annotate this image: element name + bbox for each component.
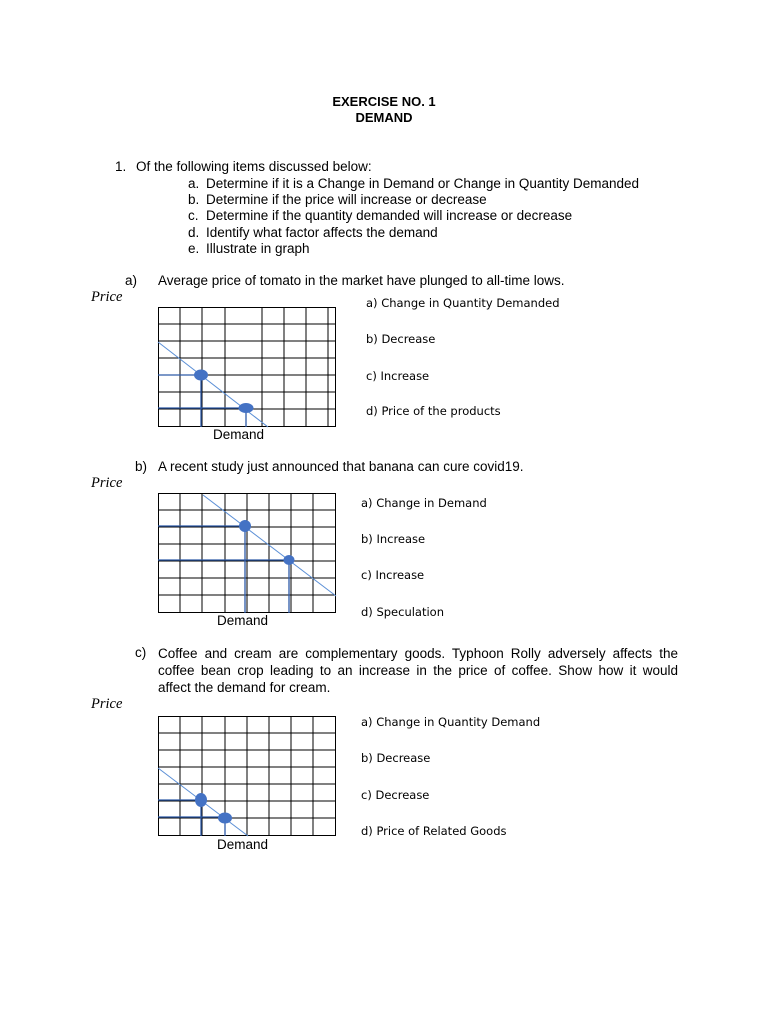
statement-line: affect the demand for cream. — [158, 680, 331, 695]
graph-b — [158, 493, 336, 613]
answer-a: a) Change in Quantity Demanded — [366, 296, 560, 310]
graph-y-label: Price — [91, 289, 123, 305]
graph-x-label: Demand — [217, 837, 269, 852]
answer-b: b) Increase — [361, 532, 426, 546]
instruction-text: Illustrate in graph — [206, 241, 310, 256]
instruction-letter: d. — [188, 225, 200, 240]
instruction-letter: a. — [188, 176, 200, 191]
exercise-title: EXERCISE NO. 1 — [332, 94, 436, 109]
instruction-text: Identify what factor affects the demand — [206, 225, 438, 240]
answer-c: c) Increase — [361, 568, 425, 582]
equilibrium-point — [218, 813, 232, 824]
equilibrium-point — [284, 555, 295, 565]
item-statement: Average price of tomato in the market have plunged to all-time lows. — [158, 273, 565, 288]
answer-a: a) Change in Demand — [361, 496, 487, 510]
equilibrium-point — [239, 520, 251, 532]
item-statement: A recent study just announced that banana can cure covid19. — [158, 459, 524, 474]
graph-x-label: Demand — [217, 613, 269, 628]
equilibrium-point — [239, 403, 254, 413]
instruction-letter: c. — [188, 208, 199, 223]
graph-c — [158, 716, 336, 836]
answer-c: c) Increase — [366, 369, 430, 383]
answer-d: d) Speculation — [361, 605, 444, 619]
graph-y-label: Price — [91, 696, 123, 712]
equilibrium-point — [195, 793, 207, 807]
instruction-text: Determine if it is a Change in Demand or Change in Quantity Demanded — [206, 176, 639, 191]
equilibrium-point — [194, 370, 208, 381]
item-letter: b) — [135, 459, 148, 474]
answer-c: c) Decrease — [361, 788, 430, 802]
instruction-text: Determine if the quantity demanded will increase or decrease — [206, 208, 573, 223]
answer-b: b) Decrease — [366, 332, 436, 346]
graph-y-label: Price — [91, 475, 123, 491]
item-letter: a) — [125, 273, 138, 288]
question-intro: Of the following items discussed below: — [136, 159, 372, 174]
statement-line: Coffee and cream are complementary goods. Typhoon Rolly adversely affects the — [158, 646, 678, 661]
instruction-letter: b. — [188, 192, 200, 207]
instruction-letter: e. — [188, 241, 200, 256]
question-number: 1. — [115, 159, 127, 174]
item-letter: c) — [135, 645, 147, 660]
exercise-subtitle: DEMAND — [355, 110, 413, 125]
demand-curve — [158, 342, 268, 427]
item-statement — [158, 645, 678, 696]
answer-b: b) Decrease — [361, 751, 431, 765]
instruction-text: Determine if the price will increase or decrease — [206, 192, 487, 207]
answer-a: a) Change in Quantity Demand — [361, 715, 541, 729]
graph-a — [158, 307, 336, 427]
statement-line: coffee bean crop leading to an increase in the price of coffee. Show how it would — [158, 663, 678, 678]
answer-d: d) Price of Related Goods — [361, 824, 507, 838]
answer-d: d) Price of the products — [366, 404, 501, 418]
graph-x-label: Demand — [213, 427, 265, 442]
